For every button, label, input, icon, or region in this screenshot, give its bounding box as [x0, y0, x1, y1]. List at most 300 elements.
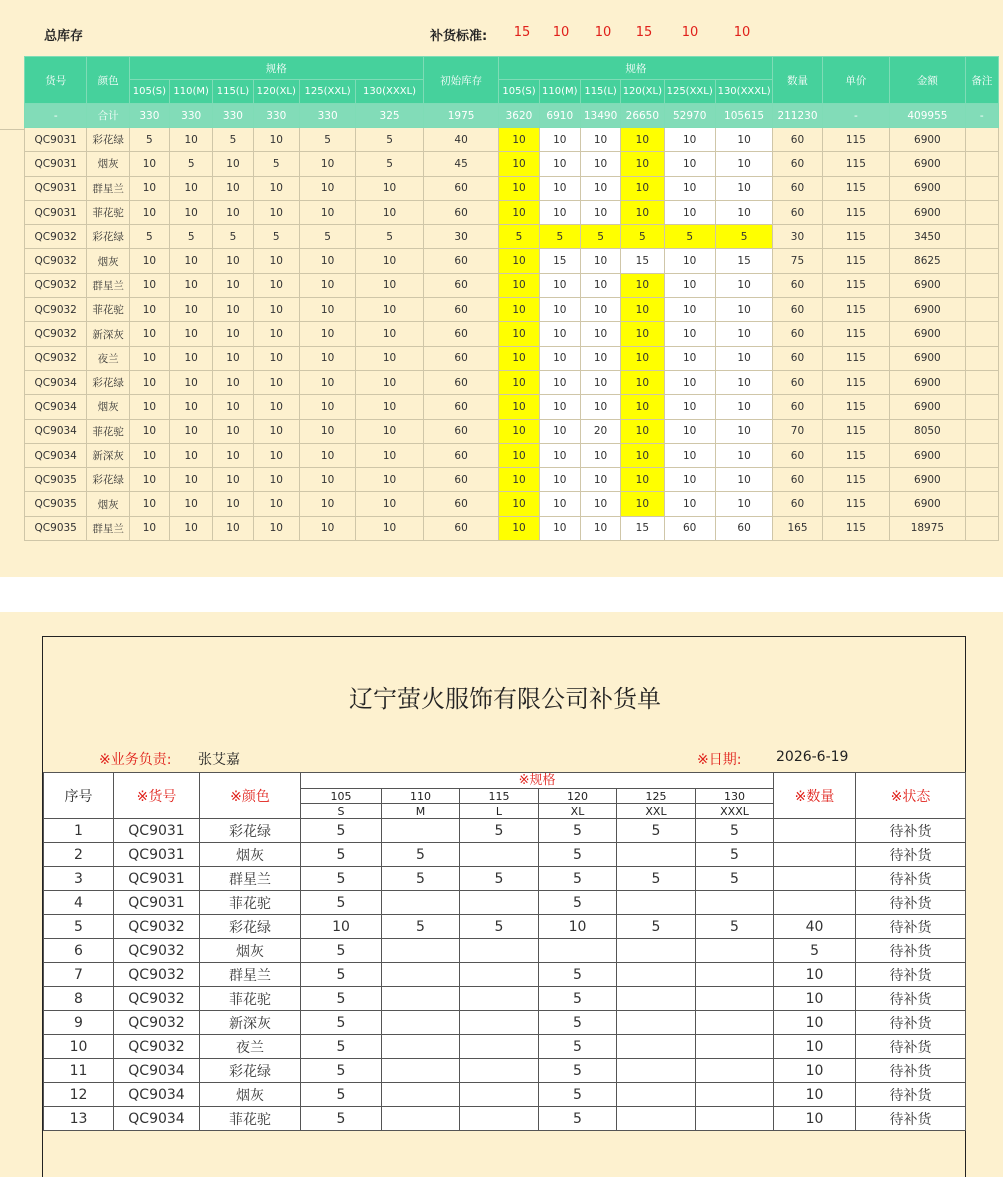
table-cell: 10	[356, 298, 424, 322]
table-cell: 5	[460, 819, 539, 843]
table-cell: 10	[170, 128, 213, 152]
size-header: 120(XL)	[621, 80, 664, 104]
table-cell: 10	[580, 370, 620, 394]
table-cell: 115	[822, 468, 889, 492]
total-cell: 330	[253, 104, 299, 128]
table-cell: 18975	[890, 516, 966, 540]
table-cell: 10	[253, 298, 299, 322]
table-cell: 10	[539, 443, 580, 467]
size-code-header: XXL	[617, 804, 696, 819]
table-cell: 菲花驼	[200, 891, 301, 915]
table-cell: 5	[539, 843, 617, 867]
size-header: 115(L)	[213, 80, 253, 104]
table-row	[25, 249, 999, 273]
table-cell	[965, 468, 998, 492]
table-cell: 30	[773, 225, 822, 249]
table-cell: QC9035	[25, 492, 87, 516]
table-cell: 10	[499, 249, 539, 273]
table-cell: 60	[423, 249, 499, 273]
table-cell: 10	[253, 516, 299, 540]
table-cell: 10	[539, 200, 580, 224]
table-cell: 60	[423, 395, 499, 419]
table-cell: 5	[301, 867, 382, 891]
table-cell: QC9032	[114, 915, 200, 939]
table-cell	[382, 1107, 460, 1131]
table-cell: 10	[621, 419, 664, 443]
table-cell: 5	[356, 225, 424, 249]
table-cell	[965, 176, 998, 200]
table-cell: 115	[822, 176, 889, 200]
table-cell: 烟灰	[87, 395, 129, 419]
size-header: 120(XL)	[253, 80, 299, 104]
table-cell	[382, 1011, 460, 1035]
restock-standard-label: 补货标准:	[430, 29, 488, 44]
table-cell: 10	[664, 249, 715, 273]
table-cell: 115	[822, 419, 889, 443]
table-cell: 8	[44, 987, 114, 1011]
table-cell: 45	[423, 152, 499, 176]
total-cell: 330	[213, 104, 253, 128]
table-cell: 115	[822, 200, 889, 224]
total-cell: 330	[299, 104, 355, 128]
table-cell: 10	[580, 322, 620, 346]
table-cell: 10	[580, 273, 620, 297]
table-cell: 115	[822, 443, 889, 467]
table-cell	[965, 370, 998, 394]
table-cell: 6	[44, 939, 114, 963]
table-cell: 115	[822, 516, 889, 540]
table-cell: 10	[621, 468, 664, 492]
table-cell: 5	[129, 225, 169, 249]
col-header-spec: ※规格	[301, 773, 774, 789]
table-cell: 菲花驼	[87, 200, 129, 224]
table-cell: 60	[773, 128, 822, 152]
table-cell: QC9034	[114, 1083, 200, 1107]
table-cell: 10	[715, 492, 772, 516]
table-cell: 10	[621, 322, 664, 346]
table-cell: 60	[423, 176, 499, 200]
table-cell: 2	[44, 843, 114, 867]
table-row	[25, 322, 999, 346]
table-cell: 60	[773, 468, 822, 492]
table-cell: 165	[773, 516, 822, 540]
table-cell	[617, 987, 696, 1011]
table-cell: 待补货	[856, 987, 966, 1011]
table-cell: 10	[499, 200, 539, 224]
table-cell: QC9034	[25, 370, 87, 394]
table-row	[25, 516, 999, 540]
table-cell: 5	[253, 152, 299, 176]
table-cell: QC9031	[114, 843, 200, 867]
size-header: 105(S)	[499, 80, 539, 104]
table-cell: 10	[170, 419, 213, 443]
total-cell: -	[822, 104, 889, 128]
table-cell: 10	[499, 419, 539, 443]
table-cell: 5	[696, 819, 774, 843]
table-cell: 10	[356, 200, 424, 224]
table-cell: 彩花绿	[87, 370, 129, 394]
table-cell: 10	[774, 1035, 856, 1059]
table-cell: 10	[129, 322, 169, 346]
table-cell	[382, 963, 460, 987]
table-cell: 5	[617, 867, 696, 891]
table-cell: 待补货	[856, 891, 966, 915]
table-cell	[965, 443, 998, 467]
table-cell: 60	[773, 298, 822, 322]
table-cell: 60	[423, 298, 499, 322]
table-row	[44, 963, 966, 987]
table-cell: 5	[539, 225, 580, 249]
table-row	[25, 443, 999, 467]
table-cell: 5	[301, 1083, 382, 1107]
table-cell: QC9032	[25, 225, 87, 249]
table-cell: 60	[773, 176, 822, 200]
table-cell: 5	[301, 1059, 382, 1083]
table-cell: 10	[356, 322, 424, 346]
table-cell: 10	[170, 516, 213, 540]
table-cell: 10	[170, 322, 213, 346]
table-row	[25, 176, 999, 200]
table-cell: 60	[773, 346, 822, 370]
table-cell: 6900	[890, 443, 966, 467]
table-row	[25, 468, 999, 492]
table-cell	[696, 1011, 774, 1035]
table-cell: 菲花驼	[200, 987, 301, 1011]
table-cell: QC9032	[114, 1011, 200, 1035]
table-cell	[460, 987, 539, 1011]
order-title: 辽宁萤火服饰有限公司补货单	[349, 685, 661, 713]
table-cell: QC9034	[114, 1107, 200, 1131]
table-row	[44, 1011, 966, 1035]
restock-standard-value: 10	[681, 25, 699, 40]
table-cell: 5	[213, 225, 253, 249]
table-cell: 10	[299, 200, 355, 224]
table-cell	[965, 225, 998, 249]
table-row	[25, 298, 999, 322]
col-header-color: ※颜色	[200, 773, 301, 819]
restock-order-panel	[0, 612, 1003, 1177]
total-cell: -	[25, 104, 87, 128]
size-header: 110(M)	[539, 80, 580, 104]
row-divider	[0, 129, 24, 130]
table-cell: 10	[715, 443, 772, 467]
table-cell: 10	[580, 128, 620, 152]
table-cell: 5	[301, 939, 382, 963]
inventory-header	[0, 18, 1003, 48]
table-cell: 5	[301, 819, 382, 843]
table-cell: 10	[213, 298, 253, 322]
table-cell: 10	[129, 176, 169, 200]
table-cell	[965, 516, 998, 540]
table-cell: 10	[580, 492, 620, 516]
table-cell: 1	[44, 819, 114, 843]
table-cell: 10	[356, 249, 424, 273]
table-cell: 60	[423, 322, 499, 346]
table-cell	[460, 1083, 539, 1107]
table-cell: 5	[170, 225, 213, 249]
table-cell: 10	[539, 468, 580, 492]
table-cell: 10	[499, 128, 539, 152]
table-cell: 烟灰	[87, 492, 129, 516]
table-cell: 5	[301, 1011, 382, 1035]
col-header-item-no: ※货号	[114, 773, 200, 819]
table-cell	[774, 891, 856, 915]
table-row	[25, 128, 999, 152]
table-cell: 10	[213, 370, 253, 394]
restock-order-table	[43, 772, 966, 1131]
table-cell: 10	[499, 395, 539, 419]
table-cell: 10	[253, 249, 299, 273]
table-cell: 6900	[890, 370, 966, 394]
table-cell: QC9032	[25, 322, 87, 346]
table-cell: 10	[499, 492, 539, 516]
table-cell: 10	[44, 1035, 114, 1059]
table-cell: 10	[774, 963, 856, 987]
table-cell: 10	[213, 322, 253, 346]
table-cell: 待补货	[856, 915, 966, 939]
table-cell: 彩花绿	[87, 225, 129, 249]
table-cell: 5	[460, 915, 539, 939]
table-cell: QC9035	[25, 468, 87, 492]
table-cell: 10	[580, 443, 620, 467]
table-cell: 10	[213, 395, 253, 419]
table-cell: 10	[580, 176, 620, 200]
size-number-header: 105	[301, 789, 382, 804]
date-value: 2026-6-19	[776, 749, 849, 765]
table-cell: 60	[715, 516, 772, 540]
table-cell: 10	[664, 419, 715, 443]
table-cell: 12	[44, 1083, 114, 1107]
table-cell: 60	[423, 346, 499, 370]
table-cell: 群星兰	[87, 516, 129, 540]
table-cell: 5	[301, 987, 382, 1011]
size-number-header: 120	[539, 789, 617, 804]
table-cell: 10	[664, 200, 715, 224]
col-header-spec: 规格	[129, 57, 423, 80]
table-cell	[774, 867, 856, 891]
table-cell	[965, 152, 998, 176]
table-cell: 10	[499, 273, 539, 297]
table-cell: 10	[299, 492, 355, 516]
table-row	[25, 225, 999, 249]
table-cell: 10	[664, 298, 715, 322]
table-cell: 10	[499, 346, 539, 370]
table-cell: 10	[253, 492, 299, 516]
table-cell: 彩花绿	[87, 468, 129, 492]
size-code-header: XXXL	[696, 804, 774, 819]
table-cell: 10	[170, 492, 213, 516]
table-cell: QC9034	[25, 395, 87, 419]
table-cell: 10	[129, 298, 169, 322]
total-cell: 409955	[890, 104, 966, 128]
table-cell: 70	[773, 419, 822, 443]
table-cell: 10	[499, 176, 539, 200]
table-cell: 10	[356, 370, 424, 394]
table-cell: 5	[539, 1059, 617, 1083]
table-cell: 10	[664, 176, 715, 200]
table-cell: 10	[539, 915, 617, 939]
table-cell: 10	[499, 152, 539, 176]
table-row	[44, 1083, 966, 1107]
table-cell: 待补货	[856, 1035, 966, 1059]
col-header-spec2: 规格	[499, 57, 773, 80]
total-cell: 52970	[664, 104, 715, 128]
table-cell	[696, 1107, 774, 1131]
size-header: 130(XXXL)	[356, 80, 424, 104]
size-code-header: XL	[539, 804, 617, 819]
table-cell: 5	[539, 867, 617, 891]
table-cell: 5	[356, 128, 424, 152]
table-cell: 10	[170, 200, 213, 224]
col-header-item-no: 货号	[25, 57, 87, 104]
table-cell: 待补货	[856, 1107, 966, 1131]
col-header-note: 备注	[965, 57, 998, 104]
table-row	[25, 346, 999, 370]
table-cell: 10	[621, 346, 664, 370]
table-cell: 60	[423, 419, 499, 443]
table-cell: 10	[253, 395, 299, 419]
table-cell	[382, 939, 460, 963]
table-cell: 待补货	[856, 867, 966, 891]
table-cell: 40	[774, 915, 856, 939]
table-cell: 10	[715, 176, 772, 200]
table-cell: 6900	[890, 322, 966, 346]
table-cell: 10	[170, 298, 213, 322]
table-cell: 10	[621, 152, 664, 176]
total-cell: 3620	[499, 104, 539, 128]
table-cell: 5	[539, 963, 617, 987]
table-cell	[617, 843, 696, 867]
table-cell: 10	[299, 298, 355, 322]
table-cell: 彩花绿	[200, 1059, 301, 1083]
table-cell: 10	[129, 273, 169, 297]
table-cell: 6900	[890, 395, 966, 419]
table-row	[25, 395, 999, 419]
table-cell: 7	[44, 963, 114, 987]
table-cell: QC9031	[25, 152, 87, 176]
table-cell: 10	[299, 152, 355, 176]
table-cell: 10	[539, 322, 580, 346]
table-cell: 10	[213, 176, 253, 200]
table-cell	[696, 939, 774, 963]
table-cell: 5	[539, 1035, 617, 1059]
table-cell: 10	[580, 249, 620, 273]
table-cell: 彩花绿	[200, 915, 301, 939]
table-cell: 115	[822, 128, 889, 152]
table-row	[44, 915, 966, 939]
table-cell	[617, 1083, 696, 1107]
table-cell: 10	[253, 200, 299, 224]
table-cell: 10	[213, 468, 253, 492]
table-cell: 10	[253, 468, 299, 492]
table-cell: 5	[299, 225, 355, 249]
table-cell: 10	[499, 468, 539, 492]
size-number-header: 125	[617, 789, 696, 804]
total-cell: 1975	[423, 104, 499, 128]
table-cell: 10	[253, 419, 299, 443]
table-cell: 60	[423, 468, 499, 492]
table-cell: 10	[213, 492, 253, 516]
table-cell: 10	[580, 346, 620, 370]
table-cell: 群星兰	[200, 963, 301, 987]
table-cell: 5	[301, 963, 382, 987]
table-cell: 10	[499, 370, 539, 394]
table-cell: 10	[356, 516, 424, 540]
table-cell: 60	[423, 370, 499, 394]
table-cell	[965, 249, 998, 273]
table-cell: 10	[774, 1083, 856, 1107]
table-cell: 10	[170, 395, 213, 419]
table-cell: 115	[822, 346, 889, 370]
table-cell	[696, 963, 774, 987]
table-cell: 10	[621, 176, 664, 200]
table-cell: 60	[773, 152, 822, 176]
size-number-header: 110	[382, 789, 460, 804]
table-cell: 10	[299, 370, 355, 394]
table-cell	[965, 128, 998, 152]
table-cell: 10	[356, 346, 424, 370]
size-header: 125(XXL)	[664, 80, 715, 104]
table-cell: 10	[213, 346, 253, 370]
table-cell: 10	[299, 443, 355, 467]
total-cell: -	[965, 104, 998, 128]
table-cell: 10	[539, 516, 580, 540]
table-cell: 烟灰	[87, 152, 129, 176]
table-cell: 13	[44, 1107, 114, 1131]
table-cell: 10	[715, 273, 772, 297]
table-cell: 10	[253, 443, 299, 467]
table-cell: 6900	[890, 468, 966, 492]
table-cell: 10	[539, 273, 580, 297]
table-cell: 5	[539, 819, 617, 843]
size-header: 115(L)	[580, 80, 620, 104]
col-header-qty: ※数量	[774, 773, 856, 819]
table-cell: 10	[580, 516, 620, 540]
col-header-amount: 金额	[890, 57, 966, 104]
table-row	[44, 819, 966, 843]
table-cell	[774, 819, 856, 843]
table-cell: 115	[822, 492, 889, 516]
table-cell: 10	[170, 346, 213, 370]
col-header-qty: 数量	[773, 57, 822, 104]
table-cell	[617, 1059, 696, 1083]
table-cell: 待补货	[856, 843, 966, 867]
table-cell: 30	[423, 225, 499, 249]
table-cell: 10	[170, 468, 213, 492]
table-cell: 10	[621, 492, 664, 516]
table-cell: 10	[774, 987, 856, 1011]
table-cell: 6900	[890, 176, 966, 200]
table-cell: 待补货	[856, 1059, 966, 1083]
table-cell: 10	[580, 200, 620, 224]
table-row	[25, 370, 999, 394]
table-cell: 5	[539, 1107, 617, 1131]
table-cell: 60	[773, 370, 822, 394]
inventory-title: 总库存	[44, 29, 84, 44]
size-header: 105(S)	[129, 80, 169, 104]
table-cell	[617, 939, 696, 963]
table-cell: 10	[299, 249, 355, 273]
table-cell: 10	[356, 492, 424, 516]
table-cell: 5	[539, 1083, 617, 1107]
table-cell: 10	[253, 273, 299, 297]
table-row	[25, 200, 999, 224]
table-cell: QC9031	[114, 819, 200, 843]
table-cell: 10	[213, 273, 253, 297]
table-cell: QC9035	[25, 516, 87, 540]
table-cell: 烟灰	[200, 843, 301, 867]
table-cell	[696, 987, 774, 1011]
